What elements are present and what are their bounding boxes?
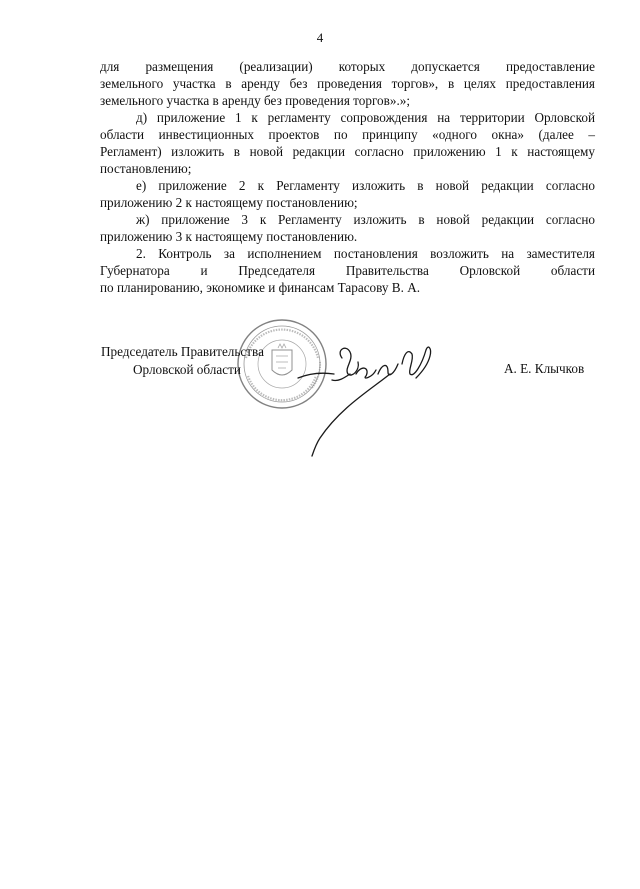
text-line: для размещения (реализации) которых допускается предоставление (100, 59, 595, 74)
paragraph-control (100, 245, 595, 296)
text-line: постановлению; (100, 161, 192, 176)
position-line: Орловской области (133, 362, 241, 377)
text-line: приложению 3 к настоящему постановлению. (100, 229, 358, 244)
text-line: е) приложение 2 к Регламенту изложить в новой редакции согласно (136, 178, 595, 193)
text-line: ж) приложение 3 к Регламенту изложить в новой редакции согласно (136, 212, 595, 227)
position-line: Председатель Правительства (101, 344, 264, 359)
text-line: Губернатора и Председателя Правительства Орловской области (100, 263, 595, 278)
page-number: 4 (316, 30, 324, 45)
paragraph-continuation (100, 58, 595, 109)
handwritten-signature (290, 334, 450, 458)
text-line: д) приложение 1 к регламенту сопровождения на территории Орловской (136, 110, 595, 125)
text-line: Регламент) изложить в новой редакции согласно приложению 1 к настоящему (100, 144, 595, 159)
paragraph-item-e (100, 177, 595, 211)
text-line: 2. Контроль за исполнением постановления возложить на заместителя (136, 246, 595, 261)
text-line: приложению 2 к настоящему постановлению; (100, 195, 358, 210)
document-body (100, 58, 595, 296)
paragraph-item-zh (100, 211, 595, 245)
signatory-name: А. Е. Клычков (504, 361, 585, 376)
signatory-position (101, 343, 264, 379)
paragraph-item-d (100, 109, 595, 177)
text-line: области инвестиционных проектов по принципу «одного окна» (далее – (100, 127, 595, 142)
text-line: земельного участка в аренду без проведения торгов», в целях предоставления (100, 76, 595, 91)
text-line: земельного участка в аренду без проведения торгов».»; (100, 93, 411, 108)
text-line: по планированию, экономике и финансам Тарасову В. А. (100, 280, 421, 295)
